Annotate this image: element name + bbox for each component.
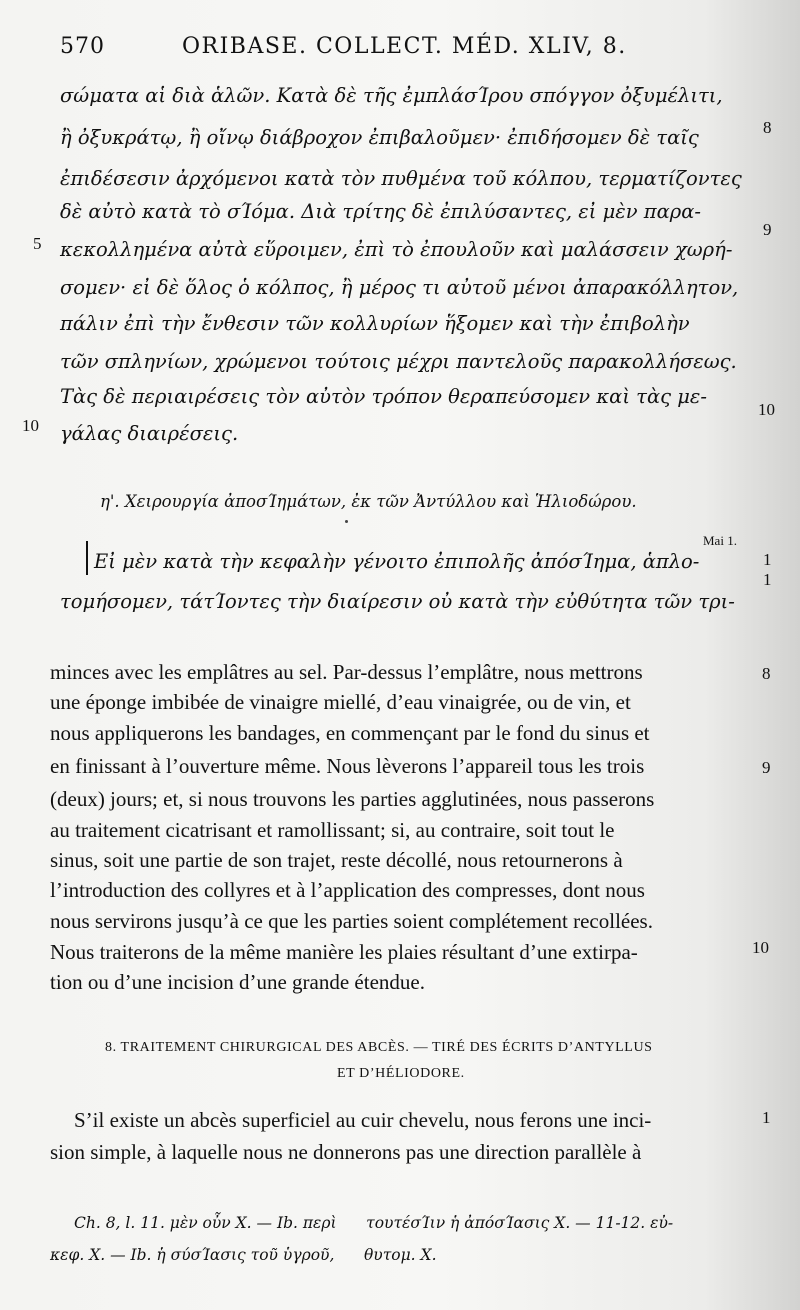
- margin-number: 9: [762, 758, 771, 777]
- margin-number: 8: [762, 664, 771, 683]
- margin-number: 10: [752, 938, 769, 957]
- french-line: au traitement cicatrisant et ramollissant; si, au contraire, soit tout le: [50, 818, 615, 842]
- greek-line: δὲ αὐτὸ κατὰ τὸ σΊόμα. Διὰ τρίτης δὲ ἐπιλύσαντες, εἰ μὲν παρα-: [60, 200, 701, 223]
- greek-line: τομήσομεν, τάτΊοντες τὴν διαίρεσιν οὐ κατὰ τὴν εὐθύτητα τῶν τρι-: [60, 590, 735, 613]
- margin-number: 8: [763, 118, 772, 137]
- print-speck: [345, 520, 348, 523]
- margin-number: 1: [763, 570, 772, 589]
- french-line: une éponge imbibée de vinaigre miellé, d’eau vinaigrée, ou de vin, et: [50, 690, 631, 714]
- french-line: minces avec les emplâtres au sel. Par-dessus l’emplâtre, nous mettrons: [50, 660, 643, 684]
- french-section-title-line1: 8. TRAITEMENT CHIRURGICAL DES ABCÈS. — TIRÉ DES ÉCRITS D’ANTYLLUS: [105, 1040, 653, 1055]
- page-number: 570: [60, 34, 105, 59]
- margin-number: 1: [763, 550, 772, 569]
- french-line: S’il existe un abcès superficiel au cuir chevelu, nous ferons une inci-: [74, 1108, 652, 1132]
- french-line: (deux) jours; et, si nous trouvons les parties agglutinées, nous passerons: [50, 787, 655, 811]
- footnote-line: Ch. 8, l. 11. μὲν οὖν X. — Ib. περὶ τουτέσΊιν ἡ ἀπόσΊασις X. — 11-12. εὐ-: [74, 1214, 674, 1232]
- french-line: Nous traiterons de la même manière les plaies résultant d’une extirpa-: [50, 940, 638, 964]
- greek-line: τῶν σπληνίων, χρώμενοι τούτοις μέχρι παντελοῦς παρακολλήσεως.: [60, 350, 737, 373]
- greek-line: κεκολλημένα αὐτὰ εὕροιμεν, ἐπὶ τὸ ἐπουλοῦν καὶ μαλάσσειν χωρή-: [60, 238, 733, 261]
- french-line: nous appliquerons les bandages, en commençant par le fond du sinus et: [50, 721, 650, 745]
- page-header: [0, 34, 800, 74]
- greek-line: σώματα αἱ διὰ ἁλῶν. Κατὰ δὲ τῆς ἐμπλάσΊρου σπόγγον ὀξυμέλιτι,: [60, 84, 723, 107]
- running-head: ORIBASE. COLLECT. MÉD. XLIV, 8.: [182, 34, 627, 59]
- line-number: 5: [33, 234, 42, 253]
- french-line: en finissant à l’ouverture même. Nous lèverons l’appareil tous les trois: [50, 754, 645, 778]
- footnote-line: κεφ. X. — Ib. ἡ σύσΊασις τοῦ ὑγροῦ, θυτομ. X.: [50, 1246, 437, 1264]
- french-line: l’introduction des collyres et à l’application des compresses, dont nous: [50, 878, 645, 902]
- greek-line: Εἰ μὲν κατὰ τὴν κεφαλὴν γένοιτο ἐπιπολῆς ἀπόσΊημα, ἁπλο-: [94, 550, 700, 573]
- margin-number: 9: [763, 220, 772, 239]
- greek-line: σομεν· εἰ δὲ ὅλος ὁ κόλπος, ἢ μέρος τι αὐτοῦ μένοι ἀπαρακόλλητον,: [60, 276, 739, 299]
- greek-line: Τὰς δὲ περιαιρέσεις τὸν αὐτὸν τρόπον θεραπεύσομεν καὶ τὰς με-: [60, 385, 707, 408]
- french-line: sinus, soit une partie de son trajet, reste décollé, nous retournerons à: [50, 848, 623, 872]
- line-number: 10: [22, 416, 39, 435]
- section-start-marker: [86, 541, 88, 575]
- french-line: tion ou d’une incision d’une grande étendue.: [50, 970, 425, 994]
- greek-section-title: η'. Χειρουργία ἀποσΊημάτων, ἐκ τῶν Ἀντύλλου καὶ Ἡλιοδώρου.: [100, 492, 637, 511]
- greek-line: πάλιν ἐπὶ τὴν ἔνθεσιν τῶν κολλυρίων ἥξομεν καὶ τὴν ἐπιβολὴν: [60, 312, 690, 335]
- manuscript-reference: Mai 1.: [703, 533, 737, 548]
- greek-line: ἐπιδέσεσιν ἀρχόμενοι κατὰ τὸν πυθμένα τοῦ κόλπου, τερματίζοντες: [60, 167, 742, 190]
- margin-number: 1: [762, 1108, 771, 1127]
- greek-line: ἢ ὀξυκράτῳ, ἢ οἴνῳ διάβροχον ἐπιβαλοῦμεν· ἐπιδήσομεν δὲ ταῖς: [60, 126, 699, 149]
- french-line: sion simple, à laquelle nous ne donnerons pas une direction parallèle à: [50, 1140, 642, 1164]
- greek-line: γάλας διαιρέσεις.: [60, 422, 239, 445]
- margin-number: 10: [758, 400, 775, 419]
- french-line: nous servirons jusqu’à ce que les parties soient complétement recollées.: [50, 909, 653, 933]
- french-section-title-line2: ET D’HÉLIODORE.: [337, 1066, 465, 1081]
